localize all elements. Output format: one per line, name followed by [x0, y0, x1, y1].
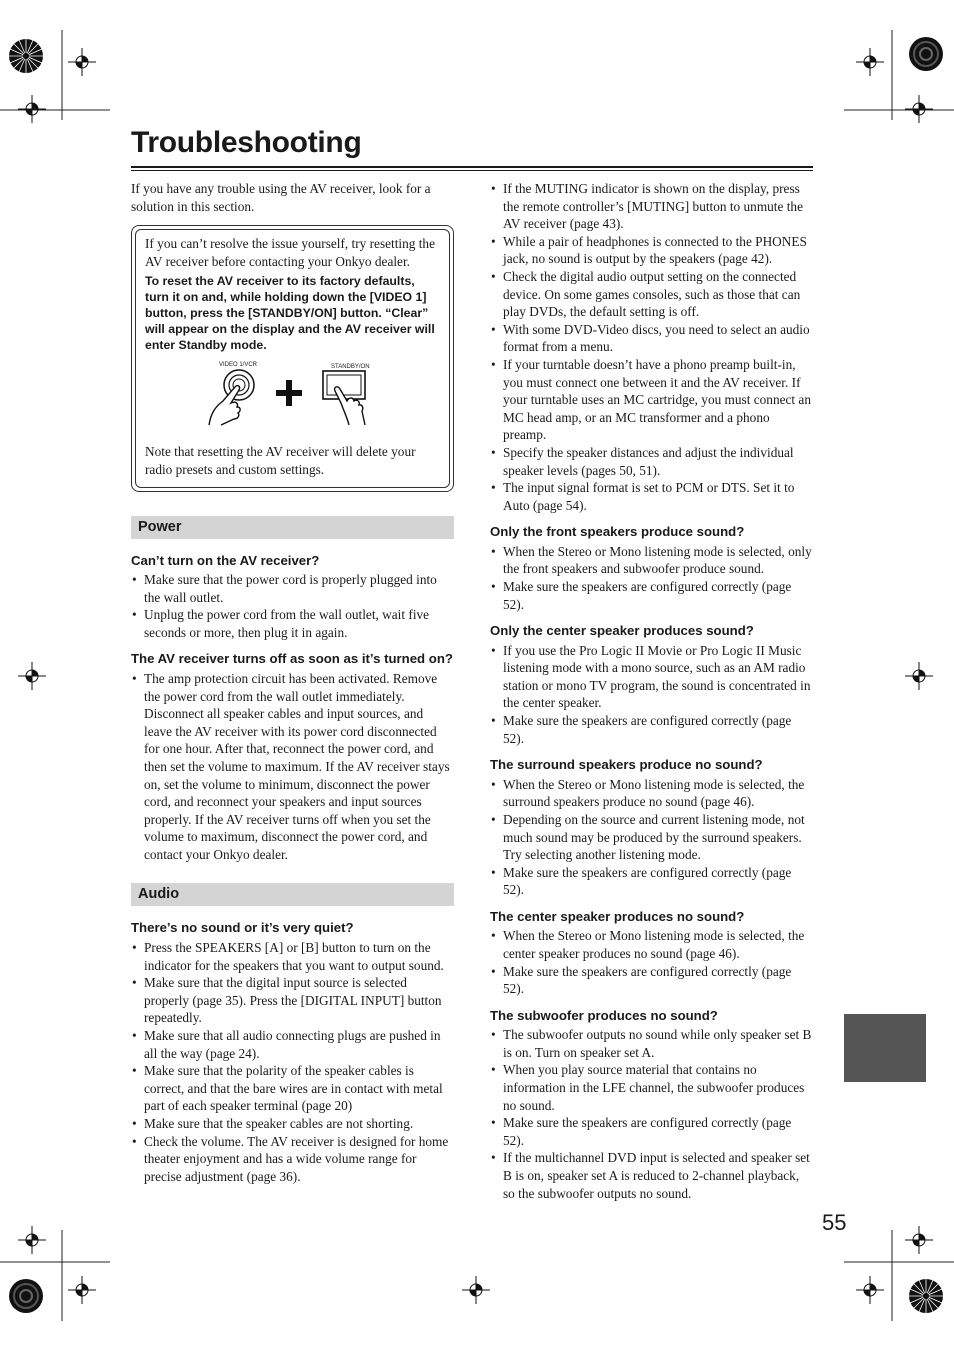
section-heading-power: Power: [131, 516, 454, 539]
answer-list: [131, 571, 454, 641]
crosshair-mark: [905, 1226, 933, 1254]
question-heading: The center speaker produces no sound?: [490, 908, 745, 924]
list-item: • Make sure that the digital input source is selected properly (page 35). Press the [DIGITAL INPUT] button repeatedly.: [131, 974, 454, 1027]
list-item: • Check the digital audio output setting on the connected device. On some games consoles, such as those that can play DVDs, the default setting is off.: [490, 268, 814, 321]
list-item: • Press the SPEAKERS [A] or [B] button to turn on the indicator for the speakers that you want to output sound.: [131, 939, 454, 974]
note-text: If you can’t resolve the issue yourself, try resetting the AV receiver before contacting your Onkyo dealer.: [145, 236, 435, 269]
reset-note-box: [131, 225, 454, 491]
chapter-tab: [844, 1014, 926, 1082]
title-rule: [131, 166, 813, 171]
list-item: • The subwoofer outputs no sound while only speaker set B is on. Turn on speaker set A.: [490, 1026, 814, 1061]
video-button-hand-icon: [201, 367, 263, 429]
reset-illustration: [145, 359, 442, 437]
sunburst-mark-bottom-right: [908, 1278, 944, 1314]
page-number: 55: [822, 1210, 847, 1235]
list-item: • Specify the speaker distances and adjust the individual speaker levels (pages 50, 51).: [490, 444, 814, 479]
crosshair-mark: [68, 1276, 96, 1304]
crosshair-mark: [856, 48, 884, 76]
plus-icon: [276, 380, 302, 406]
question-heading: There’s no sound or it’s very quiet?: [131, 920, 354, 936]
crosshair-mark: [18, 95, 46, 123]
sunburst-mark-top-left: [8, 38, 44, 74]
crosshair-mark: [68, 48, 96, 76]
list-item: • Make sure the speakers are configured correctly (page 52).: [490, 864, 814, 899]
list-item: • Make sure the speakers are configured correctly (page 52).: [490, 1114, 814, 1149]
list-item: • If the MUTING indicator is shown on the display, press the remote controller’s [MUTING] button to unmute the AV receiver (page 43).: [490, 180, 814, 233]
intro-text: If you have any trouble using the AV receiver, look for a solution in this section.: [131, 181, 431, 214]
list-item: • Make sure that the power cord is properly plugged into the wall outlet.: [131, 571, 454, 606]
answer-list: [131, 939, 454, 1185]
list-item: • If you use the Pro Logic II Movie or Pro Logic II Music listening mode with a mono source, such as an AM radio station or mono TV program, the sound is concentrated in the center speaker.: [490, 642, 814, 712]
crosshair-mark: [905, 662, 933, 690]
list-item: • Make sure the speakers are configured correctly (page 52).: [490, 578, 814, 613]
list-item: • Make sure that all audio connecting plugs are pushed in all the way (page 24).: [131, 1027, 454, 1062]
page-title: Troubleshooting: [131, 126, 362, 159]
answer-list: [490, 642, 814, 748]
list-item: • Depending on the source and current listening mode, not much sound may be produced by the surround speakers. Try selecting another listening mode.: [490, 811, 814, 864]
crosshair-mark: [18, 662, 46, 690]
standby-button-hand-icon: [321, 367, 387, 429]
answer-list: [490, 1026, 814, 1202]
crosshair-mark: [462, 1276, 490, 1304]
answer-list: [131, 670, 454, 864]
sunburst-mark-bottom-left: [8, 1278, 44, 1314]
sunburst-mark-top-right: [908, 36, 944, 72]
list-item: • Make sure that the speaker cables are not shorting.: [131, 1115, 454, 1133]
video-button-label: VIDEO 1/VCR: [219, 362, 258, 369]
answer-list: [490, 180, 814, 514]
note-bold-text: To reset the AV receiver to its factory defaults, turn it on and, while holding down the [VIDEO 1] button, press the [STANDBY/ON] button. “Clear” will appear on the display and the AV receiver will enter Standby mode.: [145, 274, 435, 353]
question-heading: Only the center speaker produces sound?: [490, 623, 754, 639]
question-heading: The AV receiver turns off as soon as it’s turned on?: [131, 651, 453, 667]
list-item: • When the Stereo or Mono listening mode is selected, only the front speakers and subwoofer produce sound.: [490, 543, 814, 578]
list-item: • When the Stereo or Mono listening mode is selected, the surround speakers produce no sound (page 46).: [490, 776, 814, 811]
list-item: • When the Stereo or Mono listening mode is selected, the center speaker produces no sound (page 46).: [490, 927, 814, 962]
list-item: • If your turntable doesn’t have a phono preamp built-in, you must connect one between it and the AV receiver. If your turntable uses an MC cartridge, you must connect an MC head amp, or an MC transformer and a phono preamp.: [490, 356, 814, 444]
answer-list: [490, 776, 814, 899]
list-item: • Make sure the speakers are configured correctly (page 52).: [490, 712, 814, 747]
list-item: • Make sure the speakers are configured correctly (page 52).: [490, 963, 814, 998]
list-item: • While a pair of headphones is connected to the PHONES jack, no sound is output by the speakers (page 42).: [490, 233, 814, 268]
question-heading: The subwoofer produces no sound?: [490, 1007, 718, 1023]
standby-button-label: STANDBY/ON: [331, 364, 370, 371]
list-item: • The input signal format is set to PCM or DTS. Set it to Auto (page 54).: [490, 479, 814, 514]
question-heading: The surround speakers produce no sound?: [490, 757, 763, 773]
question-heading: Can’t turn on the AV receiver?: [131, 552, 320, 568]
list-item: • With some DVD-Video discs, you need to select an audio format from a menu.: [490, 321, 814, 356]
answer-list: [490, 927, 814, 997]
right-column: [490, 180, 814, 1208]
list-item: • Make sure that the polarity of the speaker cables is correct, and that the bare wires are in contact with metal part of each speaker terminal (page 20): [131, 1062, 454, 1115]
list-item: • The amp protection circuit has been activated. Remove the power cord from the wall outlet immediately. Disconnect all speaker cables and input sources, and leave the AV receiver with its power cord disconnected for one hour. After that, reconnect the power cord, and then set the volume to maximum. If the AV receiver stays on, set the volume to minimum, disconnect the power cord, and reconnect your speakers and input sources properly. If the AV receiver turns off when you set the volume to maximum, disconnect the power cord, and contact your Onkyo dealer.: [131, 670, 454, 864]
left-column: [131, 180, 454, 1191]
answer-list: [490, 543, 814, 613]
list-item: • Unplug the power cord from the wall outlet, wait five seconds or more, then plug it in again.: [131, 606, 454, 641]
note-warning-text: Note that resetting the AV receiver will delete your radio presets and custom settings.: [145, 444, 416, 477]
crosshair-mark: [18, 1226, 46, 1254]
question-heading: Only the front speakers produce sound?: [490, 524, 745, 540]
list-item: • Check the volume. The AV receiver is designed for home theater enjoyment and has a wide volume range for precise adjustment (page 36).: [131, 1133, 454, 1186]
crosshair-mark: [856, 1276, 884, 1304]
list-item: • If the multichannel DVD input is selected and speaker set B is on, speaker set A is reduced to 2-channel playback, so the subwoofer outputs no sound.: [490, 1149, 814, 1202]
list-item: • When you play source material that contains no information in the LFE channel, the subwoofer produces no sound.: [490, 1061, 814, 1114]
section-heading-audio: Audio: [131, 883, 454, 906]
crosshair-mark: [905, 95, 933, 123]
